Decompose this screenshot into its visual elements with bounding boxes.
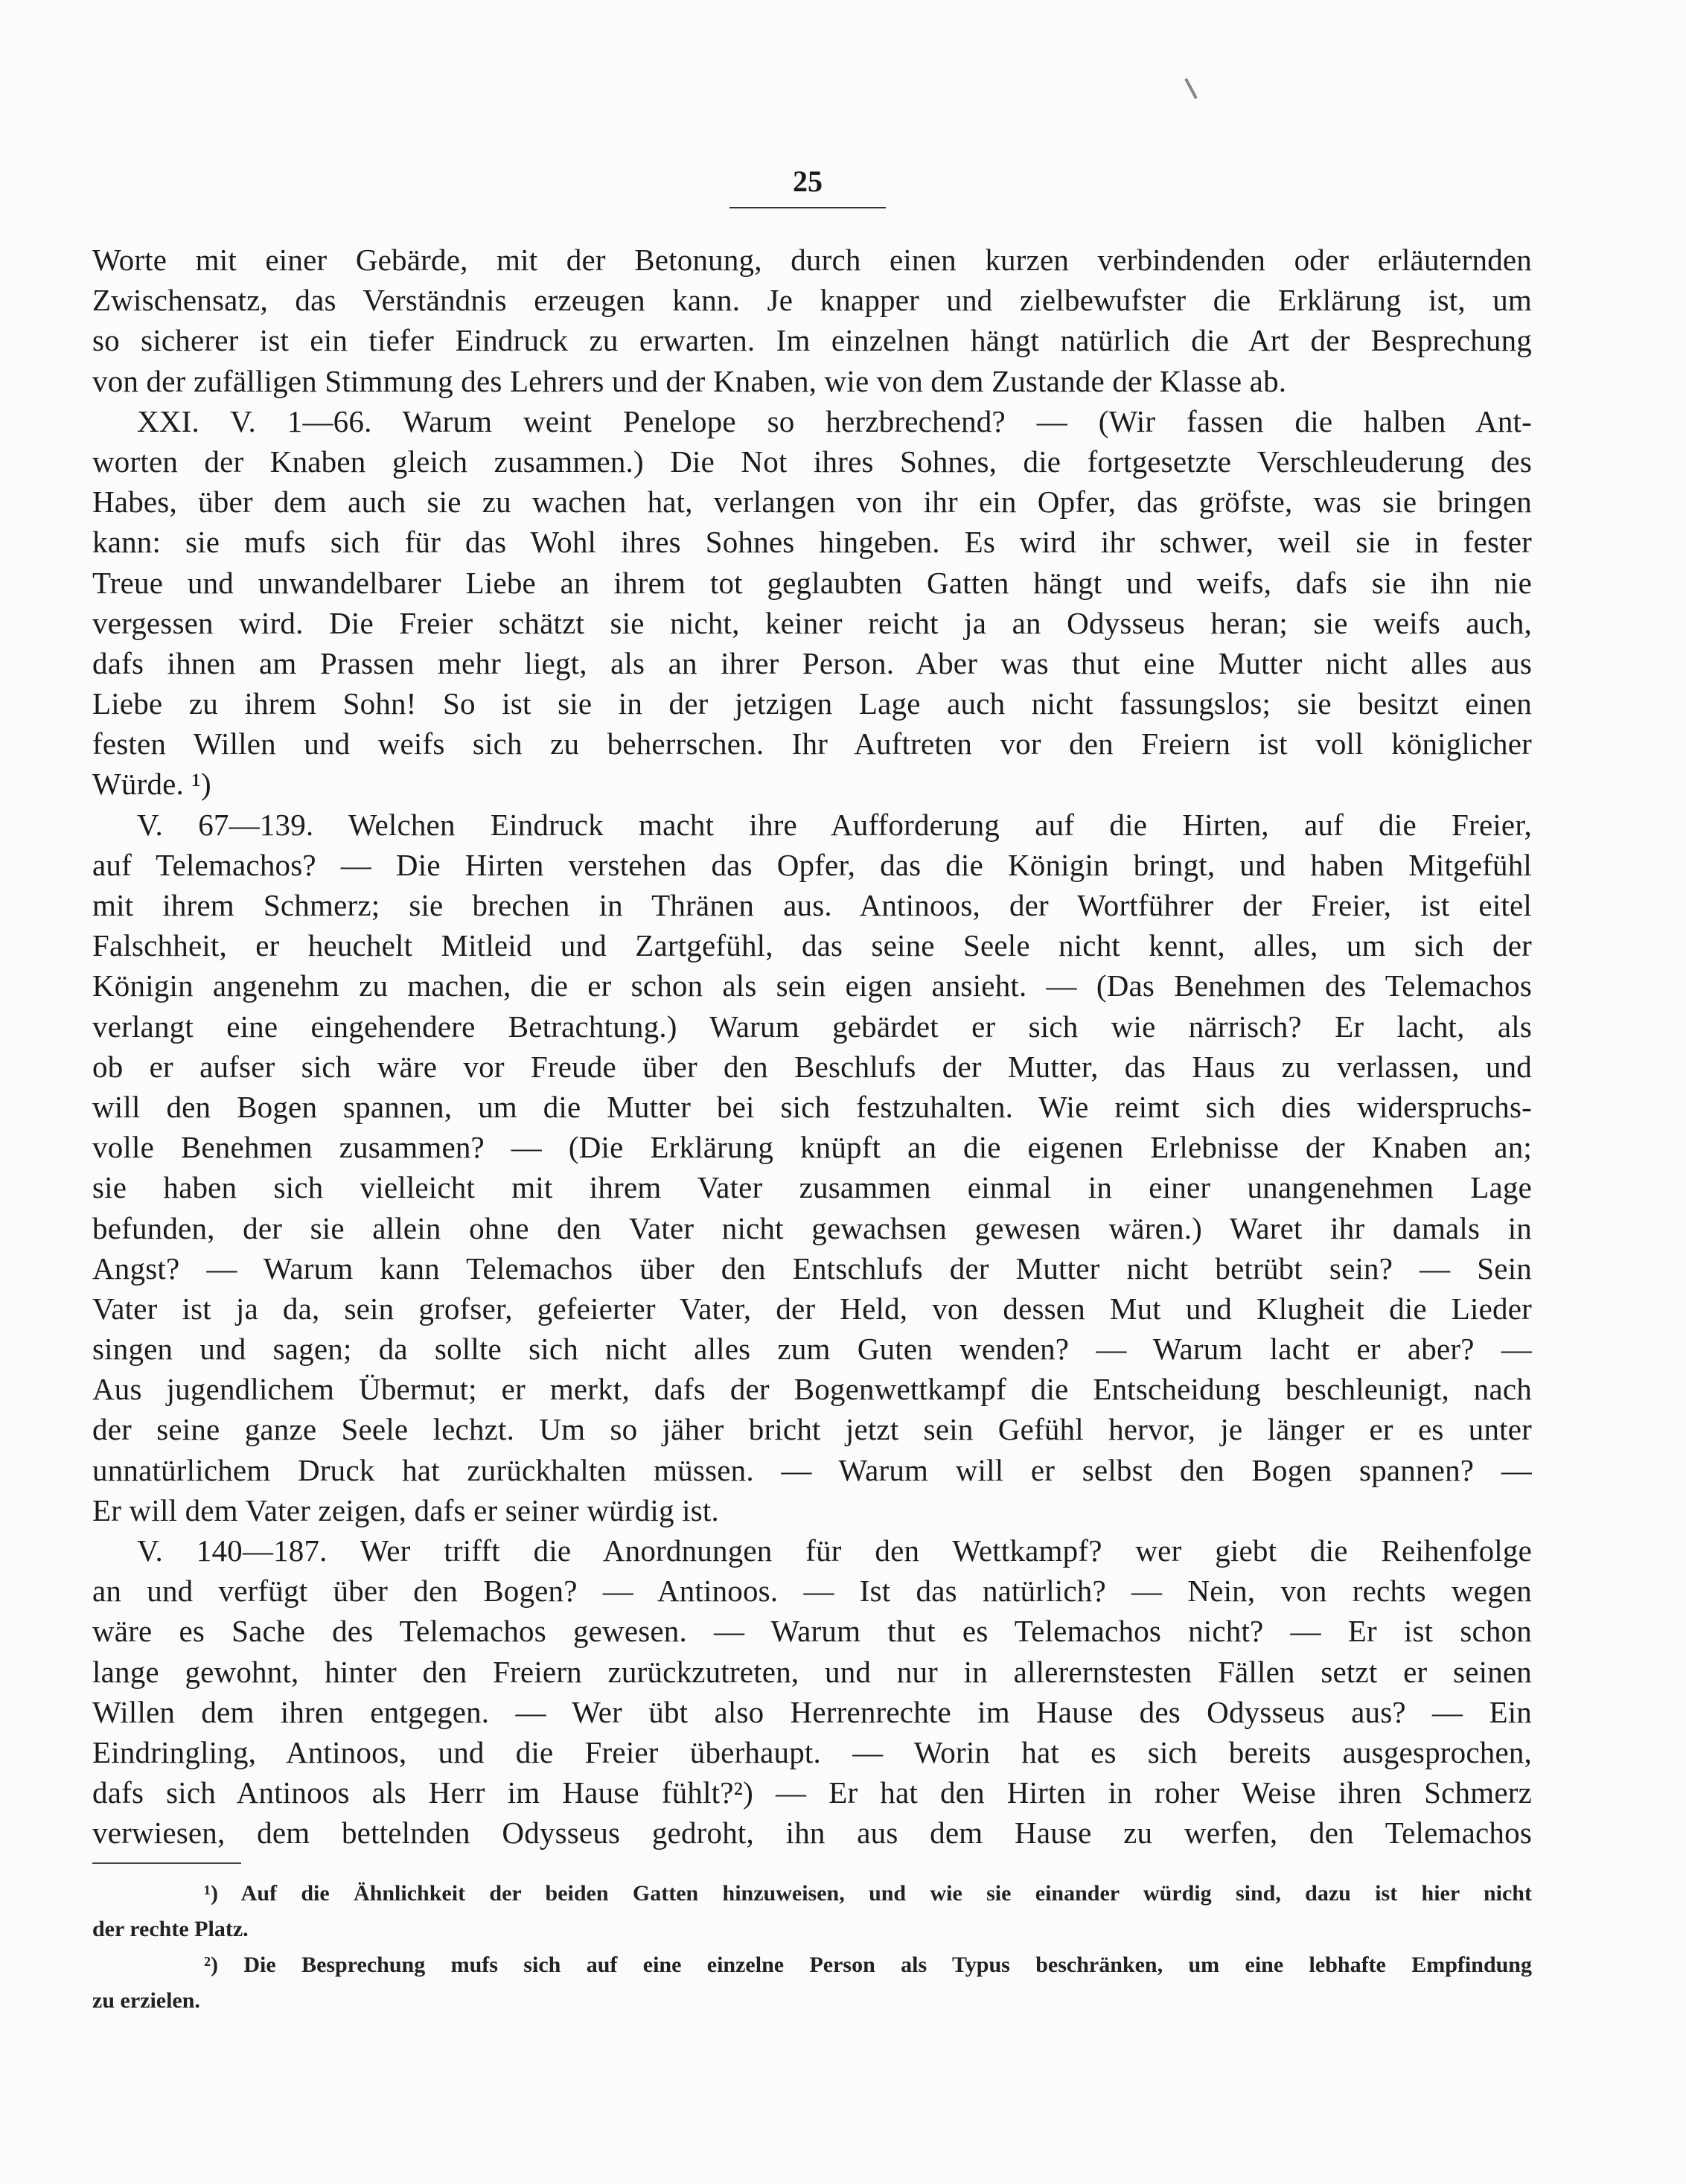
header-rule: [729, 207, 886, 208]
footnote-2-line: zu erzielen.: [92, 1988, 200, 2013]
text-line: Willen dem ihren entgegen. — Wer übt also Herrenrechte im Hause des Odysseus aus? — Ein: [92, 1694, 1532, 1729]
text-line: dafs ihnen am Prassen mehr liegt, als an ihrer Person. Aber was thut eine Mutter nicht alles aus: [92, 645, 1532, 680]
text-line: worten der Knaben gleich zusammen.) Die Not ihres Sohnes, die fortgesetzte Verschleuderung des: [92, 444, 1532, 479]
text-line: verwiesen, dem bettelnden Odysseus gedroht, ihn aus dem Hause zu werfen, den Telemachos: [92, 1816, 1532, 1851]
footnotes: [92, 1876, 1532, 2019]
text-line: befunden, der sie allein ohne den Vater nicht gewachsen gewesen wären.) Waret ihr damals in: [92, 1210, 1532, 1245]
text-line: kann: sie mufs sich für das Wohl ihres Sohnes hingeben. Es wird ihr schwer, weil sie in fester: [92, 525, 1532, 560]
paragraph-start-line: V. 67—139. Welchen Eindruck macht ihre Aufforderung auf die Hirten, auf die Freier,: [137, 807, 1532, 842]
text-line: Zwischensatz, das Verständnis erzeugen kann. Je knapper und zielbewufster die Erklärung ist, um: [92, 283, 1532, 318]
footnote-1-line: ¹) Auf die Ähnlichkeit der beiden Gatten hinzuweisen, und wie sie einander würdig sind, dazu ist hier nicht: [204, 1881, 1532, 1906]
text-line: Liebe zu ihrem Sohn! So ist sie in der jetzigen Lage auch nicht fassungslos; sie besitzt einen: [92, 686, 1532, 721]
text-line: will den Bogen spannen, um die Mutter bei sich festzuhalten. Wie reimt sich dies widerspruchs-: [92, 1089, 1532, 1124]
text-line: Falschheit, er heuchelt Mitleid und Zartgefühl, das seine Seele nicht kennt, alles, um sich der: [92, 928, 1532, 963]
text-line: volle Benehmen zusammen? — (Die Erklärung knüpft an die eigenen Erlebnisse der Knaben an;: [92, 1130, 1532, 1165]
text-line: Treue und unwandelbarer Liebe an ihrem tot geglaubten Gatten hängt und weifs, dafs sie ihn nie: [92, 565, 1532, 600]
text-line: Vater ist ja da, sein grofser, gefeierter Vater, der Held, von dessen Mut und Klugheit die Lieder: [92, 1291, 1532, 1326]
text-line: singen und sagen; da sollte sich nicht alles zum Guten wenden? — Warum lacht er aber? —: [92, 1332, 1532, 1367]
footnote-2-line: ²) Die Besprechung mufs sich auf eine einzelne Person als Typus beschränken, um eine lebhafte Empfindung: [204, 1952, 1532, 1977]
text-line: lange gewohnt, hinter den Freiern zurückzutreten, und nur in allerernstesten Fällen setzt er seinen: [92, 1654, 1532, 1689]
text-line: an und verfügt über den Bogen? — Antinoos. — Ist das natürlich? — Nein, von rechts wegen: [92, 1574, 1532, 1609]
text-line: verlangt eine eingehendere Betrachtung.) Warum gebärdet er sich wie närrisch? Er lacht, als: [92, 1009, 1532, 1044]
page-number: 25: [793, 165, 823, 198]
body-text: [92, 240, 1532, 1853]
text-line: sie haben sich vielleicht mit ihrem Vater zusammen einmal in einer unangenehmen Lage: [92, 1170, 1532, 1205]
text-line: mit ihrem Schmerz; sie brechen in Thränen aus. Antinoos, der Wortführer der Freier, ist eitel: [92, 888, 1532, 922]
text-line: Königin angenehm zu machen, die er schon als sein eigen ansieht. — (Das Benehmen des Telemachos: [92, 968, 1532, 1003]
text-line: unnatürlichem Druck hat zurückhalten müssen. — Warum will er selbst den Bogen spannen? —: [92, 1452, 1532, 1487]
scan-speck: [1184, 78, 1198, 99]
footnote-1-line: der rechte Platz.: [92, 1917, 249, 1941]
text-line: Aus jugendlichem Übermut; er merkt, dafs der Bogenwettkampf die Entscheidung beschleunigt, nach: [92, 1372, 1532, 1407]
text-line: Würde. ¹): [92, 767, 211, 802]
text-line: vergessen wird. Die Freier schätzt sie nicht, keiner reicht ja an Odysseus heran; sie weifs auch,: [92, 605, 1532, 640]
text-line: Er will dem Vater zeigen, dafs er seiner würdig ist.: [92, 1492, 719, 1527]
paragraph-start-line: XXI. V. 1—66. Warum weint Penelope so herzbrechend? — (Wir fassen die halben Ant-: [137, 403, 1532, 438]
text-line: so sicherer ist ein tiefer Eindruck zu erwarten. Im einzelnen hängt natürlich die Art der Besprechung: [92, 323, 1532, 358]
text-line: Eindringling, Antinoos, und die Freier überhaupt. — Worin hat es sich bereits ausgesprochen,: [92, 1734, 1532, 1769]
text-line: auf Telemachos? — Die Hirten verstehen das Opfer, das die Königin bringt, und haben Mitgefühl: [92, 847, 1532, 882]
text-line: von der zufälligen Stimmung des Lehrers und der Knaben, wie von dem Zustande der Klasse ab.: [92, 363, 1287, 398]
text-line: Habes, über dem auch sie zu wachen hat, verlangen von ihr ein Opfer, das gröfste, was sie bringen: [92, 485, 1532, 520]
text-line: der seine ganze Seele lechzt. Um so jäher bricht jetzt sein Gefühl hervor, je länger er es unter: [92, 1412, 1532, 1447]
text-line: ob er aufser sich wäre vor Freude über den Beschlufs der Mutter, das Haus zu verlassen, und: [92, 1049, 1532, 1084]
text-line: festen Willen und weifs sich zu beherrschen. Ihr Auftreten vor den Freiern ist voll königlicher: [92, 727, 1532, 761]
footnote-rule: [92, 1862, 241, 1864]
text-line: dafs sich Antinoos als Herr im Hause fühlt?²) — Er hat den Hirten in roher Weise ihren Schmerz: [92, 1775, 1532, 1810]
paragraph-start-line: V. 140—187. Wer trifft die Anordnungen für den Wettkampf? wer giebt die Reihenfolge: [137, 1533, 1532, 1568]
text-line: wäre es Sache des Telemachos gewesen. — Warum thut es Telemachos nicht? — Er ist schon: [92, 1614, 1532, 1649]
text-line: Angst? — Warum kann Telemachos über den Entschlufs der Mutter nicht betrübt sein? — Sein: [92, 1251, 1532, 1286]
text-line: Worte mit einer Gebärde, mit der Betonung, durch einen kurzen verbindenden oder erläuternden: [92, 243, 1532, 277]
